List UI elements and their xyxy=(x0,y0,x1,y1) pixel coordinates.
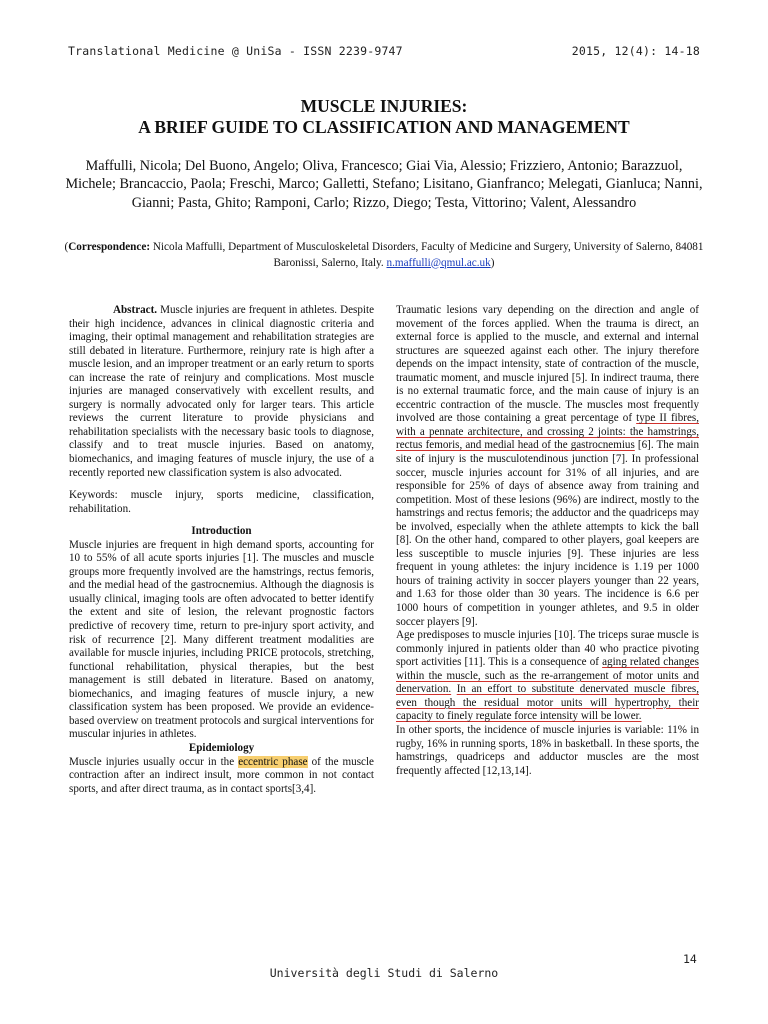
page-number: 14 xyxy=(683,952,697,966)
running-header xyxy=(68,44,700,58)
other-sports-paragraph: In other sports, the incidence of muscle injuries is variable: 11% in rugby, 16% in running sports, 18% in basketball. In these sports, the hamstrings, quadriceps and adductor muscles are the most frequently affected [12,13,14]. xyxy=(396,723,699,777)
correspondence-email-link[interactable]: n.maffulli@qmul.ac.uk xyxy=(386,256,491,269)
author-list: Maffulli, Nicola; Del Buono, Angelo; Oliva, Francesco; Giai Via, Alessio; Frizziero, Antonio; Barazzuol, Michele; Brancaccio, Paola; Freschi, Marco; Galletti, Stefano; Lisitano, Gianfranco; Melegati, Gianluca; Nanni, Gianni; Pasta, Ghito; Ramponi, Carlo; Rizzo, Diego; Testa, Vittorino; Valent, Alessandro xyxy=(65,158,703,211)
introduction-text: Muscle injuries are frequent in high demand sports, accounting for 10 to 55% of all acute sports injuries [1]. The muscles and muscle groups more frequently involved are the hamstrings, rectus femoris, and the medial head of the gastrocnemius. Although the diagnosis is usually clinical, imaging tools are often advocated to better identify the extent and site of lesion, the relevant prognostic factors predictive of recovery time, return to pre-injury sport activity, and risk of recurrence [2]. Many different treatment modalities are available for muscle injuries, including PRICE protocols, stretching, functional rehabilitation, physical therapies, but the best management is still debated in literature. Based on anatomy, biomechanics, and imaging features of muscle injury, a new classification system has been proposed. We provide an evidence-based overview on treatment protocols and surgical interventions for muscular injuries in athletes. xyxy=(69,538,374,741)
paren-open: ( xyxy=(64,241,69,253)
title-line-2: A BRIEF GUIDE TO CLASSIFICATION AND MANAGEMENT xyxy=(138,117,630,137)
age-paragraph xyxy=(396,629,699,724)
abstract xyxy=(69,304,374,480)
title-line-1: MUSCLE INJURIES: xyxy=(300,96,468,116)
p1-text-b: [6]. The main site of injury is the musculotendinous junction [7]. In professional soccer, muscle injuries account for 31% of all injuries, and are responsible for 25% of days of absence away from training and competition. Most of these lesions (96%) are indirect, mostly to the hamstrings and rectus femoris; the adductor and the quadriceps may be involved, especially when the athlete attempts to kick the ball [8]. On the other hand, compared to other players, goal keepers are less susceptible to muscle injuries [9]. These injuries are less frequent in young athletes: the injury incidence is 1.19 per 1000 hours of training activity in soccer players younger than 22 years, and 1.63 for those older than 30 years. The incidence is 6.6 per 1000 hours of competition in younger athletes, and 9.5 in older soccer players [9]. xyxy=(396,439,699,628)
page-footer: Università degli Studi di Salerno xyxy=(269,966,499,980)
keywords: Keywords: muscle injury, sports medicine, classification, rehabilitation. xyxy=(69,489,374,515)
paper-title xyxy=(40,96,728,138)
introduction-heading: Introduction xyxy=(191,525,252,538)
epi-text-before: Muscle injuries usually occur in the xyxy=(69,755,239,768)
epidemiology-heading: Epidemiology xyxy=(188,741,255,754)
highlight-eccentric-phase: eccentric phase xyxy=(238,755,308,768)
traumatic-lesions-paragraph xyxy=(396,304,699,629)
left-column xyxy=(69,304,374,796)
underline-aging-changes: aging related changes within the muscle, such as the re-arrangement of motor units and denervation. xyxy=(396,656,699,696)
underline-hypertrophy: In an effort to substitute denervated muscle fibres, even though the residual motor units will hypertrophy, their capacity to finely regulate force intensity will be lower. xyxy=(396,683,699,723)
paren-close: ) xyxy=(490,256,495,269)
issue-info: 2015, 12(4): 14-18 xyxy=(571,44,700,58)
correspondence xyxy=(60,240,708,271)
epi-text-after: of the muscle contraction after an indirect insult, more common in not contact sports, and after direct trauma, as in contact sports[3,4]. xyxy=(69,755,374,795)
p1-text-a: Traumatic lesions vary depending on the direction and angle of movement of the forces applied. When the trauma is direct, an external force is applied to the muscle, and external and internal structures are squeezed against each other. The injury therefore depends on the impact intensity, state of contraction of the muscle, traumatic moment, and muscle injured [5]. In indirect trauma, there is no external traumatic force, and the main cause of injury is an eccentric contraction of the muscle. The muscles most frequently involved are those containing a great percentage of xyxy=(396,304,699,425)
epidemiology-text xyxy=(69,756,374,797)
correspondence-text: Nicola Maffulli, Department of Musculoskeletal Disorders, Faculty of Medicine and Surgery, University of Salerno, 84081 Baronissi, Salerno, Italy. xyxy=(150,241,704,269)
correspondence-label: Correspondence: xyxy=(68,241,151,253)
abstract-text: Muscle injuries are frequent in athletes. Despite their high incidence, advances in clinical diagnostic criteria and imaging, their optimal management and rehabilitation strategies are still debated in literature. Furthermore, reinjury rate is high after a muscle lesion, and an improper treatment or an early return to sports can increase the rate of reinjury and complications. Most muscle injuries are managed conservatively with excellent results, and surgery is normally advocated only for larger tears. This article reviews the current literature to provide physicians and rehabilitation specialists with the necessary basic tools to diagnose, classify and to treat muscle injuries. Based on anatomy, biomechanics, and imaging features of muscle injury, the use of a recently reported new classification system is also advocated. xyxy=(69,304,374,479)
right-column xyxy=(396,304,699,778)
p2-text-a: Age predisposes to muscle injuries [10]. The triceps surae muscle is commonly injured in patients older than 40 who practice pivoting sport activities [11]. This is a consequence of xyxy=(396,629,699,669)
journal-name: Translational Medicine @ UniSa - ISSN 2239-9747 xyxy=(68,44,403,58)
underline-fibre-types: type II fibres, with a pennate architecture, and crossing 2 joints: the hamstrings, rectus femoris, and medial head of the gastrocnemius xyxy=(396,412,699,452)
abstract-label: Abstract. xyxy=(113,304,158,316)
